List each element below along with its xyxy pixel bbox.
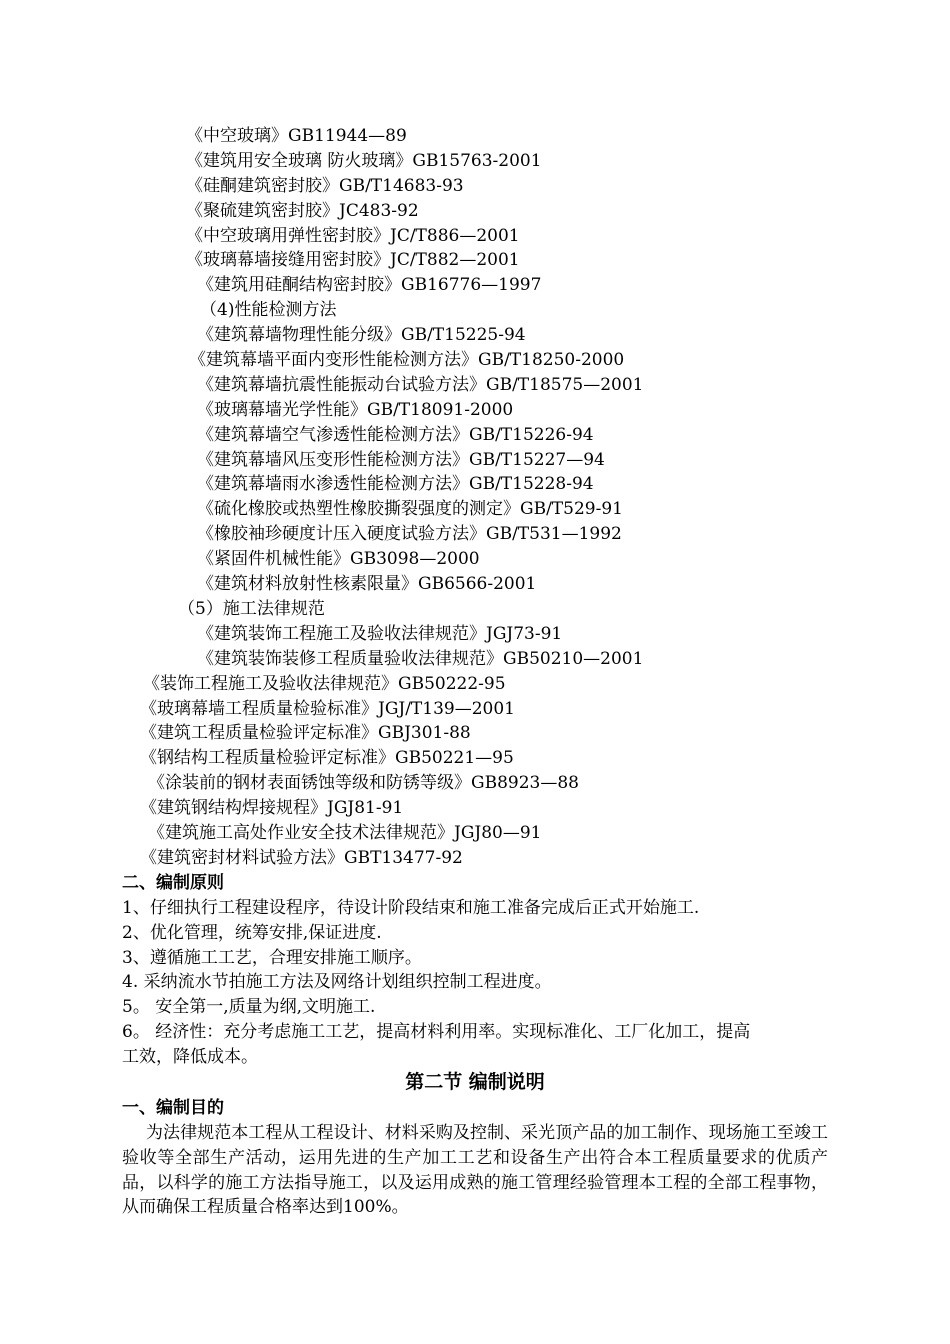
section5-item: 《建筑工程质量检验评定标准》GBJ301-88 — [140, 723, 471, 743]
section5-item: 《涂装前的钢材表面锈蚀等级和防锈等级》GB8923—88 — [148, 773, 579, 793]
standard-item: 《中空玻璃用弹性密封胶》JC/T886—2001 — [186, 226, 520, 246]
section5-item: 《建筑钢结构焊接规程》JGJ81-91 — [140, 798, 404, 818]
purpose-heading: 一、编制目的 — [122, 1098, 224, 1118]
standard-item: 《建筑用安全玻璃 防火玻璃》GB15763-2001 — [186, 151, 542, 171]
section4-item: 《紧固件机械性能》GB3098—2000 — [197, 549, 480, 569]
section5-item: 《建筑施工高处作业安全技术法律规范》JGJ80—91 — [148, 823, 542, 843]
principle-item: 工效，降低成本。 — [122, 1047, 258, 1067]
principle-item: 2、优化管理，统筹安排,保证进度. — [122, 923, 382, 943]
section4-item: 《建筑幕墙雨水渗透性能检测方法》GB/T15228-94 — [197, 474, 594, 494]
standard-item: 《玻璃幕墙接缝用密封胶》JC/T882—2001 — [186, 250, 520, 270]
section4-heading: （4)性能检测方法 — [200, 300, 337, 320]
section4-item: 《建筑幕墙抗震性能振动台试验方法》GB/T18575—2001 — [197, 375, 644, 395]
section5-item: 《建筑装饰工程施工及验收法律规范》JGJ73-91 — [197, 624, 563, 644]
section4-item: 《硫化橡胶或热塑性橡胶撕裂强度的测定》GB/T529-91 — [197, 499, 623, 519]
section4-item: 《建筑幕墙空气渗透性能检测方法》GB/T15226-94 — [197, 425, 594, 445]
section5-item: 《钢结构工程质量检验评定标准》GB50221—95 — [140, 748, 514, 768]
principle-item: 1、仔细执行工程建设程序，待设计阶段结束和施工准备完成后正式开始施工. — [122, 898, 700, 918]
purpose-paragraph: 为法律规范本工程从工程设计、材料采购及控制、采光顶产品的加工制作、现场施工至竣工验收等全部生产活动，运用先进的生产加工工艺和设备生产出符合本工程质量要求的优质产品，以科学的施工方法指导施工，以及运用成熟的施工管理经验管理本工程的全部工程事物，从而确保工程质量合格率达到100%。 — [122, 1123, 828, 1218]
principle-item: 5。 安全第一,质量为纲,文明施工. — [122, 997, 376, 1017]
standard-item: 《建筑用硅酮结构密封胶》GB16776—1997 — [197, 275, 542, 295]
section-title: 第二节 编制说明 — [405, 1071, 545, 1093]
principle-item: 6。 经济性：充分考虑施工工艺，提高材料利用率。实现标准化、工厂化加工，提高 — [122, 1022, 751, 1042]
section4-item: 《玻璃幕墙光学性能》GB/T18091-2000 — [197, 400, 514, 420]
section5-item: 《建筑装饰装修工程质量验收法律规范》GB50210—2001 — [197, 649, 644, 669]
section5-item: 《装饰工程施工及验收法律规范》GB50222-95 — [143, 674, 506, 694]
section4-item: 《建筑幕墙物理性能分级》GB/T15225-94 — [197, 325, 526, 345]
principles-heading: 二、编制原则 — [122, 873, 224, 893]
standard-item: 《硅酮建筑密封胶》GB/T14683-93 — [186, 176, 464, 196]
principle-item: 4. 采纳流水节拍施工方法及网络计划组织控制工程进度。 — [122, 972, 552, 992]
section4-item: 《建筑幕墙平面内变形性能检测方法》GB/T18250-2000 — [189, 350, 625, 370]
principle-item: 3、遵循施工工艺，合理安排施工顺序。 — [122, 948, 422, 968]
standard-item: 《聚硫建筑密封胶》JC483-92 — [186, 201, 419, 221]
section4-item: 《橡胶袖珍硬度计压入硬度试验方法》GB/T531—1992 — [197, 524, 622, 544]
section5-heading: （5）施工法律规范 — [178, 599, 325, 619]
section4-item: 《建筑材料放射性核素限量》GB6566-2001 — [197, 574, 537, 594]
section4-item: 《建筑幕墙风压变形性能检测方法》GB/T15227—94 — [197, 450, 605, 470]
section5-item: 《建筑密封材料试验方法》GBT13477-92 — [140, 848, 463, 868]
section5-item: 《玻璃幕墙工程质量检验标准》JGJ/T139—2001 — [140, 699, 515, 719]
standard-item: 《中空玻璃》GB11944—89 — [186, 126, 407, 146]
